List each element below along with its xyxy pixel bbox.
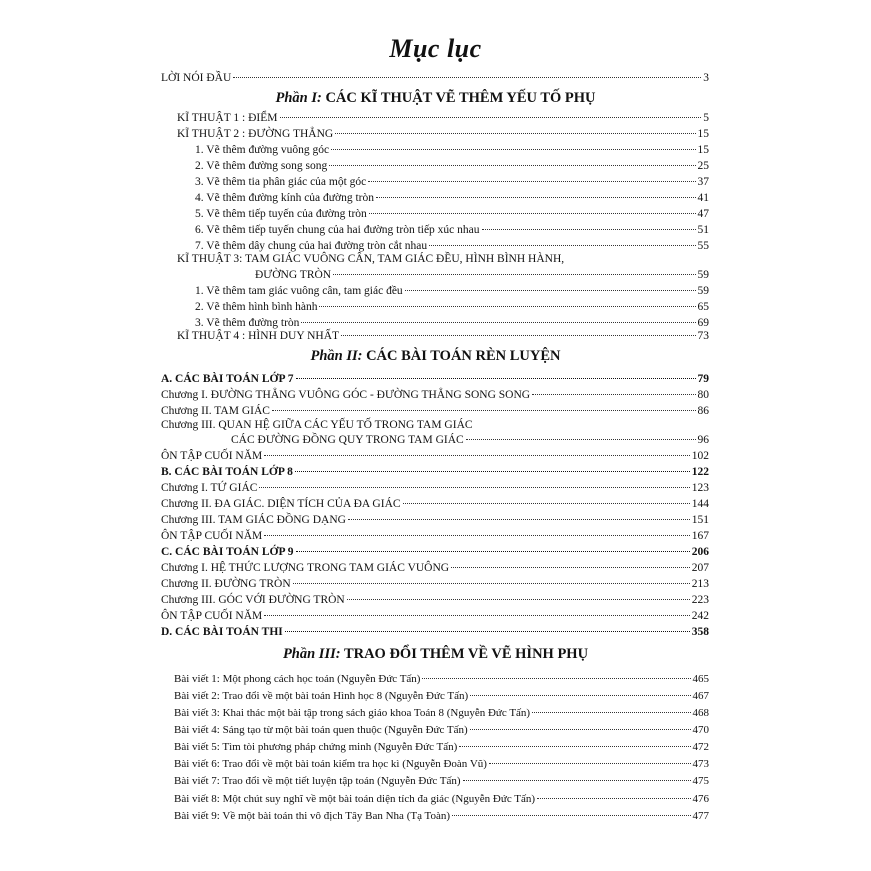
dot-leader <box>233 77 701 78</box>
toc-article <box>174 792 709 806</box>
dot-leader <box>376 197 695 198</box>
entry-page: 476 <box>692 793 709 805</box>
toc-entry-k1 <box>177 111 709 125</box>
entry-label: Chương I. HỆ THỨC LƯỢNG TRONG TAM GIÁC VUÔNG <box>161 562 450 574</box>
entry-page: 470 <box>692 724 709 736</box>
entry-page: 69 <box>697 317 709 329</box>
dot-leader <box>451 567 690 568</box>
entry-page: 242 <box>691 610 709 622</box>
part-1-heading <box>0 89 871 107</box>
toc-article <box>174 723 709 737</box>
entry-label: 1. Vẽ thêm đường vuông góc <box>195 144 330 156</box>
toc-article <box>174 757 709 771</box>
toc-chapter <box>161 609 709 623</box>
dot-leader <box>280 117 702 118</box>
entry-label: Chương II. TAM GIÁC <box>161 405 270 417</box>
dot-leader <box>296 378 696 379</box>
entry-page: 86 <box>697 405 709 417</box>
part-name: TRAO ĐỔI THÊM VỀ VẼ HÌNH PHỤ <box>343 646 589 662</box>
dot-leader <box>341 335 695 336</box>
entry-page: 59 <box>697 269 709 281</box>
dot-leader <box>532 394 695 395</box>
dot-leader <box>429 245 695 246</box>
entry-page: 15 <box>697 144 709 156</box>
entry-label: 3. Vẽ thêm tia phân giác của một góc <box>195 176 367 188</box>
entry-page: 207 <box>691 562 709 574</box>
toc-chapter <box>161 529 709 543</box>
entry-label: D. CÁC BÀI TOÁN THI <box>161 626 283 638</box>
toc-chapter <box>161 497 709 511</box>
toc-section-c <box>161 545 709 559</box>
entry-label: 4. Vẽ thêm đường kính của đường tròn <box>195 192 375 204</box>
dot-leader <box>532 712 690 713</box>
entry-page: 151 <box>691 514 709 526</box>
dot-leader <box>333 274 695 275</box>
entry-page: 65 <box>697 301 709 313</box>
entry-label: 6. Vẽ thêm tiếp tuyến chung của hai đường tròn tiếp xúc nhau <box>195 224 480 236</box>
dot-leader <box>331 149 695 150</box>
dot-leader <box>301 322 695 323</box>
dot-leader <box>368 181 695 182</box>
entry-page: 473 <box>692 758 709 770</box>
entry-label: Bài viết 2: Trao đổi về một bài toán Hình học 8 (Nguyễn Đức Tấn) <box>174 690 469 702</box>
entry-label: ÔN TẬP CUỐI NĂM <box>161 450 263 462</box>
dot-leader <box>329 165 695 166</box>
entry-label: A. CÁC BÀI TOÁN LỚP 7 <box>161 373 294 385</box>
toc-article <box>174 740 709 754</box>
dot-leader <box>296 551 690 552</box>
dot-leader <box>259 487 689 488</box>
part-prefix: Phần I: <box>275 90 322 106</box>
dot-leader <box>293 583 690 584</box>
entry-label: C. CÁC BÀI TOÁN LỚP 9 <box>161 546 294 558</box>
part-2-heading <box>0 347 871 365</box>
dot-leader <box>335 133 695 134</box>
entry-page: 25 <box>697 160 709 172</box>
toc-section-a <box>161 372 709 386</box>
toc-entry-intro <box>161 71 709 85</box>
entry-label: Chương II. ĐƯỜNG TRÒN <box>161 578 291 590</box>
entry-label: Bài viết 5: Tìm tòi phương pháp chứng minh (Nguyễn Đức Tấn) <box>174 741 458 753</box>
entry-page: 465 <box>692 673 709 685</box>
entry-page: 206 <box>691 546 709 558</box>
toc-section-d <box>161 625 709 639</box>
toc-subentry <box>195 191 709 205</box>
entry-label: Bài viết 4: Sáng tạo từ một bài toán quen thuộc (Nguyễn Đức Tấn) <box>174 724 468 736</box>
entry-label: Chương I. ĐƯỜNG THẲNG VUÔNG GÓC - ĐƯỜNG THẲNG SONG SONG <box>161 389 531 401</box>
entry-label: Bài viết 6: Trao đổi về một bài toán kiểm tra học kì (Nguyễn Đoàn Vũ) <box>174 758 487 770</box>
toc-subentry <box>195 207 709 221</box>
entry-label: Bài viết 9: Về một bài toán thi vô địch Tây Ban Nha (Tạ Toàn) <box>174 810 451 822</box>
toc-subentry <box>195 316 709 330</box>
toc-subentry <box>195 239 709 253</box>
toc-chapter <box>161 513 709 527</box>
dot-leader <box>405 290 696 291</box>
entry-page: 37 <box>697 176 709 188</box>
part-3-heading <box>0 645 871 663</box>
page-title: Mục lục <box>389 34 482 63</box>
dot-leader <box>264 455 689 456</box>
entry-label: ĐƯỜNG TRÒN <box>255 269 332 281</box>
entry-page: 51 <box>697 224 709 236</box>
toc-subentry <box>195 175 709 189</box>
entry-page: 55 <box>697 240 709 252</box>
toc-entry-k3-line1: KĨ THUẬT 3: TAM GIÁC VUÔNG CÂN, TAM GIÁC ĐỀU, HÌNH BÌNH HÀNH, <box>177 253 565 265</box>
toc-subentry <box>195 284 709 298</box>
dot-leader <box>470 729 691 730</box>
entry-page: 3 <box>703 72 709 84</box>
dot-leader <box>403 503 690 504</box>
toc-article <box>174 689 709 703</box>
toc-section-b <box>161 465 709 479</box>
entry-page: 96 <box>697 434 709 446</box>
entry-label: CÁC ĐƯỜNG ĐỒNG QUY TRONG TAM GIÁC <box>231 434 464 446</box>
entry-page: 475 <box>692 775 709 787</box>
entry-page: 41 <box>697 192 709 204</box>
entry-page: 80 <box>697 389 709 401</box>
dot-leader <box>452 815 690 816</box>
entry-page: 213 <box>691 578 709 590</box>
entry-label: KĨ THUẬT 2 : ĐƯỜNG THẲNG <box>177 128 334 140</box>
part-prefix: Phần III: <box>282 646 341 662</box>
entry-page: 79 <box>697 373 709 385</box>
entry-label: ÔN TẬP CUỐI NĂM <box>161 610 263 622</box>
entry-page: 122 <box>691 466 709 478</box>
toc-article <box>174 809 709 823</box>
toc-chapter <box>161 388 709 402</box>
entry-label: 7. Vẽ thêm dây chung của hai đường tròn cắt nhau <box>195 240 428 252</box>
dot-leader <box>463 780 691 781</box>
entry-page: 468 <box>692 707 709 719</box>
toc-entry-k3 <box>255 268 709 282</box>
part-prefix: Phần II: <box>310 348 363 364</box>
entry-page: 467 <box>692 690 709 702</box>
entry-label: 2. Vẽ thêm đường song song <box>195 160 328 172</box>
part-name: CÁC KĨ THUẬT VẼ THÊM YẾU TỐ PHỤ <box>325 90 596 106</box>
entry-label: Bài viết 8: Một chút suy nghĩ về một bài toán diện tích đa giác (Nguyễn Đức Tấn) <box>174 793 536 805</box>
entry-label: Chương III. TAM GIÁC ĐỒNG DẠNG <box>161 514 346 526</box>
entry-page: 15 <box>697 128 709 140</box>
entry-page: 472 <box>692 741 709 753</box>
entry-page: 167 <box>691 530 709 542</box>
part-name: CÁC BÀI TOÁN RÈN LUYỆN <box>366 348 561 364</box>
toc-entry-k2 <box>177 127 709 141</box>
toc-chapter <box>161 404 709 418</box>
entry-page: 102 <box>691 450 709 462</box>
toc-subentry <box>195 159 709 173</box>
toc-chapter <box>161 449 709 463</box>
dot-leader <box>272 410 696 411</box>
dot-leader <box>319 306 695 307</box>
entry-label: LỜI NÓI ĐẦU <box>161 72 232 84</box>
entry-page: 47 <box>697 208 709 220</box>
toc-subentry <box>195 143 709 157</box>
toc-article <box>174 706 709 720</box>
dot-leader <box>347 599 690 600</box>
entry-label: 3. Vẽ thêm đường tròn <box>195 317 300 329</box>
entry-page: 73 <box>697 330 709 342</box>
dot-leader <box>489 763 691 764</box>
dot-leader <box>470 695 690 696</box>
dot-leader <box>285 631 690 632</box>
toc-entry-k4 <box>177 329 709 343</box>
dot-leader <box>422 678 690 679</box>
toc-chapter <box>231 433 709 447</box>
toc-chapter <box>161 561 709 575</box>
toc-subentry <box>195 223 709 237</box>
dot-leader <box>369 213 696 214</box>
toc-article <box>174 672 709 686</box>
entry-label: KĨ THUẬT 1 : ĐIỂM <box>177 112 278 124</box>
entry-label: KĨ THUẬT 4 : HÌNH DUY NHẤT <box>177 330 340 342</box>
dot-leader <box>264 535 689 536</box>
entry-label: ÔN TẬP CUỐI NĂM <box>161 530 263 542</box>
dot-leader <box>264 615 689 616</box>
dot-leader <box>466 439 696 440</box>
toc-chapter <box>161 593 709 607</box>
entry-label: 5. Vẽ thêm tiếp tuyến của đường tròn <box>195 208 367 220</box>
dot-leader <box>537 798 690 799</box>
entry-page: 477 <box>692 810 709 822</box>
toc-chapter <box>161 481 709 495</box>
toc-chapter-line1: Chương III. QUAN HỆ GIỮA CÁC YẾU TỐ TRONG TAM GIÁC <box>161 419 473 431</box>
toc-subentry <box>195 300 709 314</box>
toc-article <box>174 774 709 788</box>
dot-leader <box>348 519 690 520</box>
entry-label: Bài viết 7: Trao đổi về một tiết luyện tập toán (Nguyễn Đức Tấn) <box>174 775 461 787</box>
entry-page: 5 <box>703 112 709 124</box>
dot-leader <box>295 471 690 472</box>
toc-chapter <box>161 577 709 591</box>
entry-label: Chương I. TỨ GIÁC <box>161 482 258 494</box>
entry-label: 2. Vẽ thêm hình bình hành <box>195 301 318 313</box>
entry-label: B. CÁC BÀI TOÁN LỚP 8 <box>161 466 293 478</box>
entry-label: Bài viết 3: Khai thác một bài tập trong sách giáo khoa Toán 8 (Nguyễn Đức Tấn) <box>174 707 531 719</box>
entry-page: 123 <box>691 482 709 494</box>
entry-page: 144 <box>691 498 709 510</box>
entry-page: 358 <box>691 626 709 638</box>
entry-label: Chương III. GÓC VỚI ĐƯỜNG TRÒN <box>161 594 345 606</box>
entry-page: 223 <box>691 594 709 606</box>
entry-label: Chương II. ĐA GIÁC. DIỆN TÍCH CỦA ĐA GIÁC <box>161 498 401 510</box>
entry-page: 59 <box>697 285 709 297</box>
dot-leader <box>459 746 690 747</box>
entry-label: Bài viết 1: Một phong cách học toán (Nguyễn Đức Tấn) <box>174 673 421 685</box>
entry-label: 1. Vẽ thêm tam giác vuông cân, tam giác đều <box>195 285 403 297</box>
dot-leader <box>482 229 696 230</box>
